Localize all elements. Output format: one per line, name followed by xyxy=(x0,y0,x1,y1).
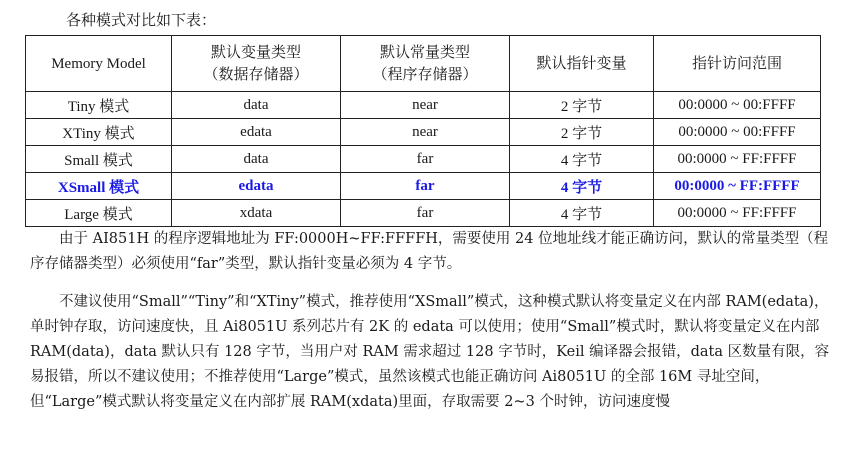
table-row xyxy=(26,119,821,146)
table-row xyxy=(26,200,821,227)
header-line: 默认变量类型 xyxy=(210,44,301,61)
cell-pointer-range: 00:0000 ~ 00:FFFF xyxy=(654,119,821,146)
cell-variable-type: xdata xyxy=(172,200,341,227)
header-line: （程序存储器） xyxy=(372,66,478,83)
cell-pointer-size: 2 字节 xyxy=(510,92,654,119)
cell-model: Tiny 模式 xyxy=(26,92,172,119)
table-row xyxy=(26,146,821,173)
cell-pointer-size: 2 字节 xyxy=(510,119,654,146)
header-default-variable-type xyxy=(172,36,341,92)
cell-model: XSmall 模式 xyxy=(26,173,172,200)
table-row-highlighted xyxy=(26,173,821,200)
table-row xyxy=(26,92,821,119)
cell-pointer-range: 00:0000 ~ FF:FFFF xyxy=(654,200,821,227)
header-default-constant-type xyxy=(341,36,510,92)
cell-constant-type: far xyxy=(341,200,510,227)
cell-pointer-range: 00:0000 ~ 00:FFFF xyxy=(654,92,821,119)
header-default-pointer: 默认指针变量 xyxy=(510,36,654,92)
table-header-row xyxy=(26,36,821,92)
paragraph-recommendation: 不建议使用“Small”“Tiny”和“XTiny”模式，推荐使用“XSmall”模式，这种模式默认将变量定义在内部 RAM(edata)，单时钟存取，访问速度快，且 Ai8051U 系列芯片有 2K 的 edata 可以使用；使用“Small”模式时，默认将变量定义在内部 RAM(data)，data 默认只有 128 字节，当用户对 RAM 需求超过 128 字节时，Keil 编译器会报错，data 区数量有限，容易报错，所以不建议使用；不推荐使用“Large”模式，虽然该模式也能正确访问 Ai8051U 的全部 16M 寻址空间，但“Large”模式默认将变量定义在内部扩展 RAM(xdata)里面，存取需要 2~3 个时钟，访问速度慢 xyxy=(30,294,830,410)
cell-constant-type: near xyxy=(341,92,510,119)
cell-constant-type: far xyxy=(341,173,510,200)
cell-variable-type: data xyxy=(172,92,341,119)
cell-pointer-size: 4 字节 xyxy=(510,173,654,200)
header-memory-model: Memory Model xyxy=(26,36,172,92)
cell-variable-type: edata xyxy=(172,119,341,146)
cell-model: XTiny 模式 xyxy=(26,119,172,146)
cell-variable-type: data xyxy=(172,146,341,173)
cell-variable-type: edata xyxy=(172,173,341,200)
cell-pointer-size: 4 字节 xyxy=(510,146,654,173)
table-caption: 各种模式对比如下表： xyxy=(66,11,217,29)
paragraph-address-note: 由于 AI851H 的程序逻辑地址为 FF:0000H~FF:FFFFH，需要使用 24 位地址线才能正确访问，默认的常量类型（程序存储器类型）必须使用“far”类型，默认指针变量必须为 4 字节。 xyxy=(30,231,829,272)
memory-model-table xyxy=(25,35,821,227)
cell-pointer-range: 00:0000 ~ FF:FFFF xyxy=(654,146,821,173)
cell-pointer-range: 00:0000 ~ FF:FFFF xyxy=(654,173,821,200)
cell-constant-type: far xyxy=(341,146,510,173)
header-line: （数据存储器） xyxy=(203,66,309,83)
header-pointer-range: 指针访问范围 xyxy=(654,36,821,92)
cell-pointer-size: 4 字节 xyxy=(510,200,654,227)
cell-constant-type: near xyxy=(341,119,510,146)
header-line: 默认常量类型 xyxy=(379,44,470,61)
cell-model: Large 模式 xyxy=(26,200,172,227)
cell-model: Small 模式 xyxy=(26,146,172,173)
